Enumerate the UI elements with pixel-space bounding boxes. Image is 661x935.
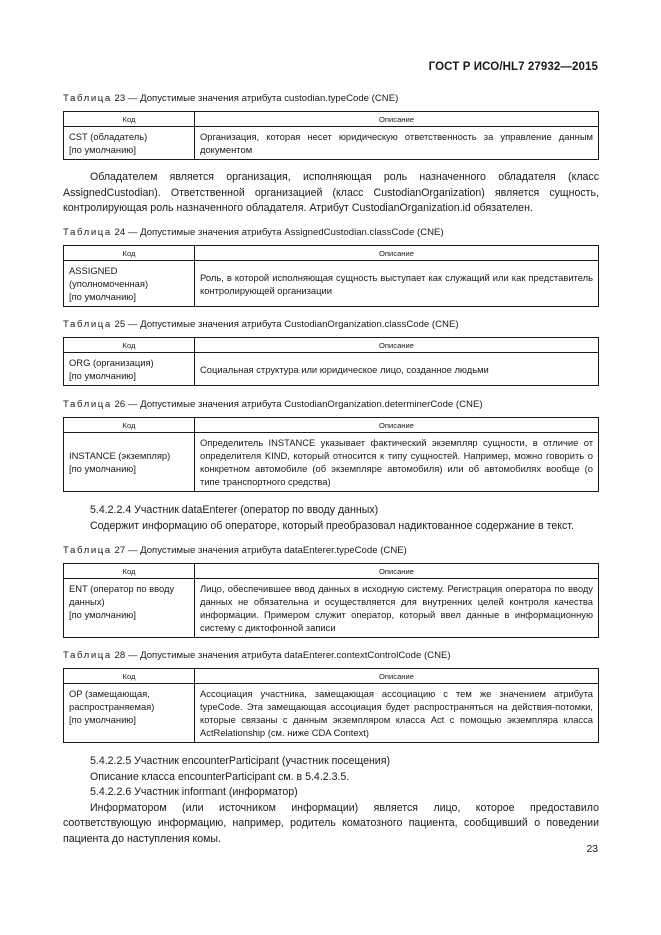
column-header-code: Код (64, 418, 195, 433)
caption-label: Таблица (63, 93, 112, 104)
table-27-caption (63, 545, 407, 556)
column-header-code: Код (64, 246, 195, 261)
column-header-description: Описание (195, 669, 599, 684)
description-cell: Социальная структура или юридическое лицо, созданное людьми (195, 353, 599, 386)
caption-label: Таблица (63, 545, 112, 556)
caption-label: Таблица (63, 650, 112, 661)
column-header-description: Описание (195, 246, 599, 261)
table-row (64, 684, 599, 743)
column-header-code: Код (64, 564, 195, 579)
table-24 (63, 245, 599, 307)
caption-label: Таблица (63, 227, 112, 238)
code-cell (64, 353, 195, 386)
code-line: [по умолчанию] (69, 291, 136, 302)
caption-text: 26 — Допустимые значения атрибута CustodianOrganization.determinerCode (CNE) (114, 399, 483, 410)
column-header-code: Код (64, 669, 195, 684)
table-row (64, 433, 599, 492)
column-header-description: Описание (195, 112, 599, 127)
table-26 (63, 417, 599, 492)
code-line: [по умолчанию] (69, 370, 136, 381)
table-row (64, 353, 599, 386)
code-line: ORG (организация) (69, 357, 154, 368)
code-line: [по умолчанию] (69, 714, 136, 725)
code-line: ENT (оператор по вводу данных) (69, 583, 175, 607)
section-heading: 5.4.2.2.5 Участник encounterParticipant (участник посещения) (90, 755, 390, 767)
table-24-caption (63, 227, 444, 238)
section-heading: 5.4.2.2.4 Участник dataEnterer (оператор по вводу данных) (90, 504, 379, 516)
code-line: (уполномоченная) (69, 278, 149, 289)
table-28-caption (63, 650, 451, 661)
caption-text: 24 — Допустимые значения атрибута AssignedCustodian.classCode (CNE) (114, 227, 444, 238)
caption-text: 25 — Допустимые значения атрибута CustodianOrganization.classCode (CNE) (114, 319, 459, 330)
caption-label: Таблица (63, 399, 112, 410)
section-participants (63, 754, 599, 847)
table-27 (63, 563, 599, 638)
table-23 (63, 111, 599, 160)
column-header-code: Код (64, 112, 195, 127)
page-number: 23 (586, 844, 598, 855)
code-line: CST (обладатель) (69, 131, 148, 142)
caption-text: 28 — Допустимые значения атрибута dataEnterer.contextControlCode (CNE) (114, 650, 451, 661)
code-cell (64, 579, 195, 638)
code-line: INSTANCE (экземпляр) (69, 450, 171, 461)
description-cell: Определитель INSTANCE указывает фактический экземпляр сущности, в отличие от определителя KIND, который относится к типу сущностей. Например, можно говорить о конкретном автомобиле (об экземпляре автомобиля) или об автомобилях вообще (о типе транспортного средства) (195, 433, 599, 492)
description-cell: Роль, в которой исполняющая сущность выступает как служащий или как представитель контролирующей организации (195, 261, 599, 307)
code-cell (64, 127, 195, 160)
code-cell (64, 433, 195, 492)
description-cell: Ассоциация участника, замещающая ассоциацию с тем же значением атрибута typeCode. Эта замещающая ассоциация будет распространяться на действия-потомки, которые связаны с данным экземпляром класса Act с помощью экземпляра класса ActRelationship (см. ниже CDA Context) (195, 684, 599, 743)
column-header-description: Описание (195, 418, 599, 433)
table-25 (63, 337, 599, 386)
table-28 (63, 668, 599, 743)
standard-code-header: ГОСТ Р ИСО/HL7 27932—2015 (428, 61, 598, 73)
paragraph-text: Обладателем является организация, исполняющая роль назначенного обладателя (класс AssignedCustodian). Ответственной организацией (класс CustodianOrganization) является сущность, контролирующая роль назначенного обладателя. Атрибут CustodianOrganization.id обязателен. (63, 171, 599, 214)
column-header-code: Код (64, 338, 195, 353)
paragraph-text: Информатором (или источником информации) является лицо, которое предоставило соответствующую информацию, например, родитель коматозного пациента, сообщивший о поведении пациента до наступления комы. (63, 801, 599, 845)
code-line: ASSIGNED (69, 265, 118, 276)
code-line: OP (замещающая, распространяемая) (69, 688, 155, 712)
code-line: [по умолчанию] (69, 463, 136, 474)
table-row (64, 579, 599, 638)
section-data-enterer (63, 503, 599, 534)
paragraph-text: Содержит информацию об операторе, который преобразовал надиктованное содержание в текст. (90, 519, 574, 532)
column-header-description: Описание (195, 338, 599, 353)
code-line: [по умолчанию] (69, 144, 136, 155)
paragraph-text: Описание класса encounterParticipant см. в 5.4.2.3.5. (90, 770, 350, 783)
table-26-caption (63, 399, 483, 410)
table-25-caption (63, 319, 459, 330)
code-cell (64, 261, 195, 307)
caption-text: 23 — Допустимые значения атрибута custodian.typeCode (CNE) (114, 93, 399, 104)
caption-label: Таблица (63, 319, 112, 330)
caption-text: 27 — Допустимые значения атрибута dataEnterer.typeCode (CNE) (114, 545, 407, 556)
table-row (64, 127, 599, 160)
description-cell: Организация, которая несет юридическую ответственность за управление данным документом (195, 127, 599, 160)
table-row (64, 261, 599, 307)
column-header-description: Описание (195, 564, 599, 579)
code-line: [по умолчанию] (69, 609, 136, 620)
code-cell (64, 684, 195, 743)
table-23-caption (63, 93, 398, 104)
section-heading: 5.4.2.2.6 Участник informant (информатор) (90, 786, 298, 798)
paragraph-custodian (63, 170, 599, 217)
description-cell: Лицо, обеспечившее ввод данных в исходную систему. Регистрация оператора по вводу данных не обязательна и осуществляется для внутренних целей контроля качества информации. Примером служит оператор, который ввел данные в информационную систему с диктофонной записи (195, 579, 599, 638)
